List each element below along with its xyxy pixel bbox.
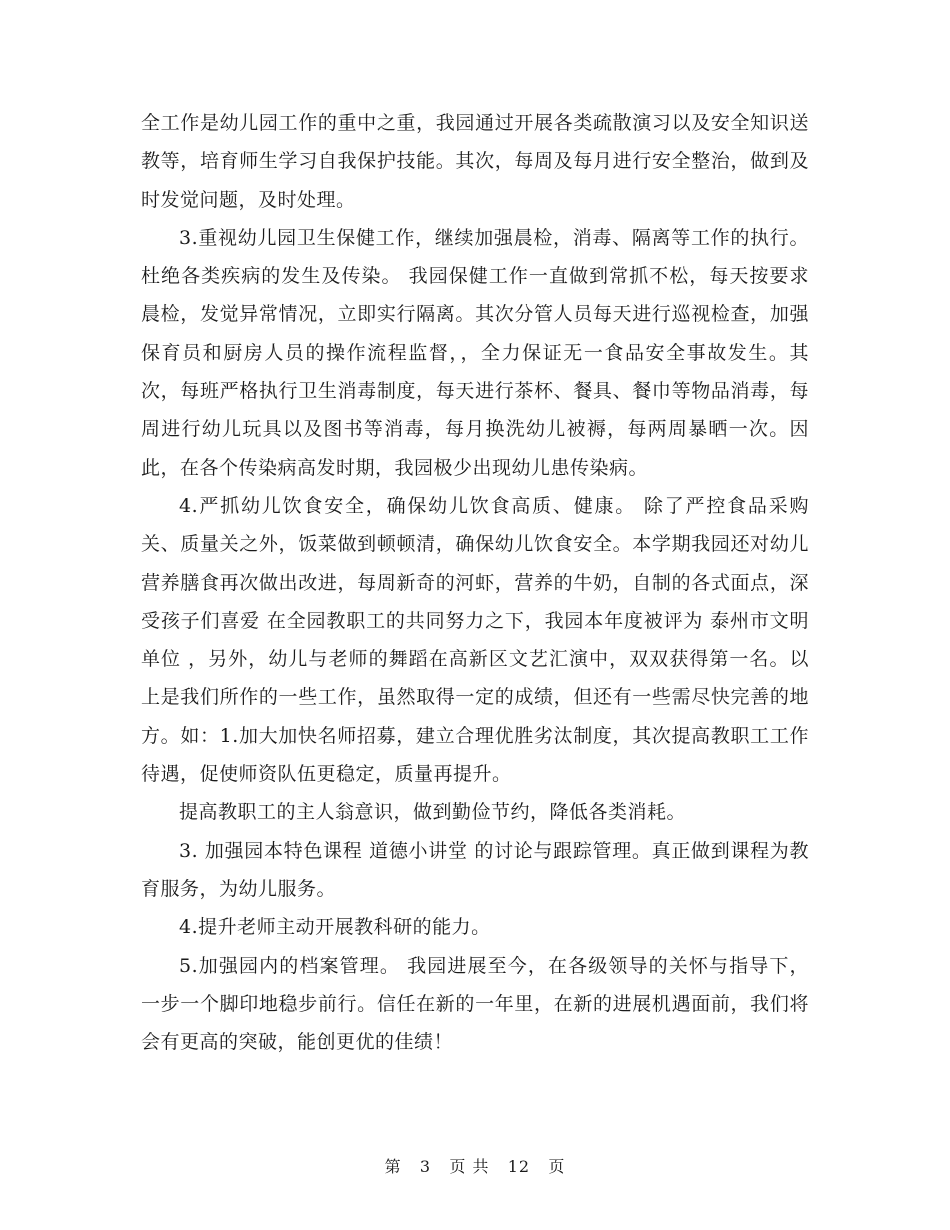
- body-text: [141, 104, 809, 1061]
- paragraph-5: 3. 加强园本特色课程 道德小讲堂 的讨论与跟踪管理。真正做到课程为教育服务，为幼儿服务。: [141, 839, 809, 900]
- paragraph-3: 4.严抓幼儿饮食安全，确保幼儿饮食高质、健康。 除了严控食品采购关、质量关之外，饭菜做到顿顿清，确保幼儿饮食安全。本学期我园还对幼儿营养膳食再次做出改进，每周新奇的河虾，营养的牛奶，自制的各式面点，深受孩子们喜爱 在全园教职工的共同努力之下，我园本年度被评为 泰州市文明单位 ，另外，幼儿与老师的舞蹈在高新区文艺汇演中，双双获得第一名。以上是我们所作的一些工作，虽然取得一定的成绩，但还有一些需尽快完善的地方。如：1.加大加快名师招募，建立合理优胜劣汰制度，其次提高教职工工作待遇，促使师资队伍更稳定，质量再提升。: [141, 494, 809, 786]
- paragraph-1: 全工作是幼儿园工作的重中之重，我园通过开展各类疏散演习以及安全知识送教等，培育师生学习自我保护技能。其次，每周及每月进行安全整治，做到及时发觉问题，及时处理。: [141, 112, 809, 211]
- footer-current-page: 3: [419, 1157, 432, 1176]
- footer-total-pages: 12: [507, 1157, 531, 1176]
- paragraph-4: 提高教职工的主人翁意识，做到勤俭节约，降低各类消耗。: [179, 801, 687, 824]
- page-footer: [0, 1154, 950, 1177]
- paragraph-7: 5.加强园内的档案管理。 我园进展至今，在各级领导的关怀与指导下，一步一个脚印地稳步前行。信任在新的一年里，在新的进展机遇面前，我们将会有更高的突破，能创更优的佳绩！: [141, 954, 809, 1054]
- footer-suffix: 页: [548, 1157, 566, 1176]
- footer-middle: 页 共: [449, 1157, 490, 1176]
- footer-prefix: 第: [384, 1157, 402, 1176]
- paragraph-6: 4.提升老师主动开展教科研的能力。: [179, 916, 491, 939]
- paragraph-2: 3.重视幼儿园卫生保健工作，继续加强晨检，消毒、隔离等工作的执行。杜绝各类疾病的发生及传染。 我园保健工作一直做到常抓不松，每天按要求晨检，发觉异常情况，立即实行隔离。其次分管人员每天进行巡视检查，加强保育员和厨房人员的操作流程监督，，全力保证无一食品安全事故发生。其次，每班严格执行卫生消毒制度，每天进行茶杯、餐具、餐巾等物品消毒，每周进行幼儿玩具以及图书等消毒，每月换洗幼儿被褥，每两周暴晒一次。因此，在各个传染病高发时期，我园极少出现幼儿患传染病。: [141, 226, 809, 479]
